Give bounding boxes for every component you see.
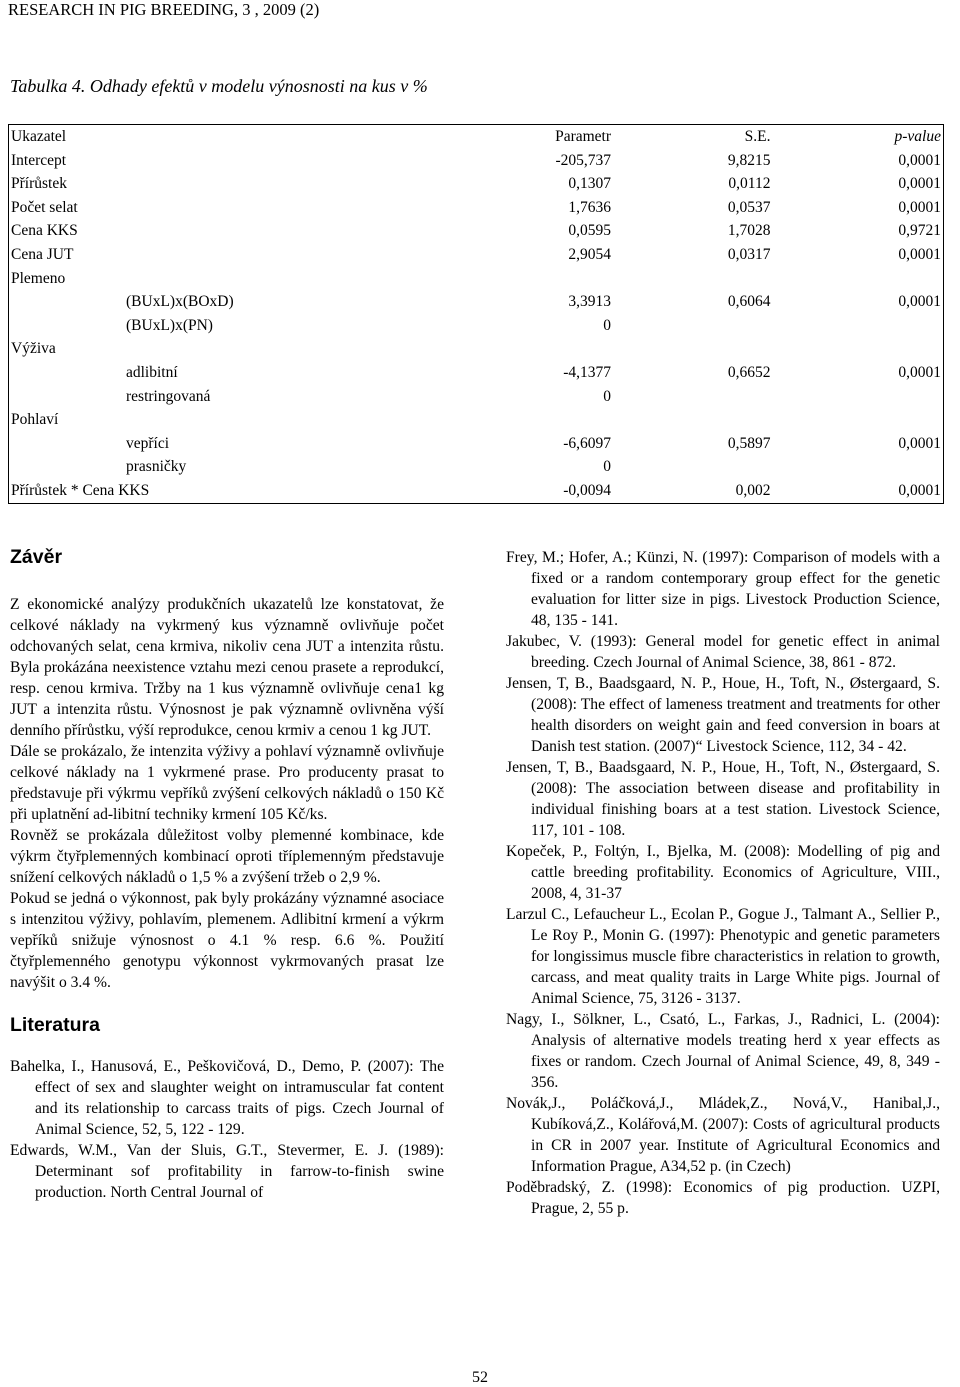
table-row xyxy=(9,172,944,196)
table-row xyxy=(9,243,944,267)
right-column xyxy=(506,547,940,1219)
row-label: restringovaná xyxy=(126,387,211,405)
row-parametr: 0,0595 xyxy=(568,222,612,240)
table-row xyxy=(9,337,944,361)
row-parametr: -4,1377 xyxy=(563,363,612,381)
row-pvalue: 0,0001 xyxy=(898,198,941,216)
row-label: Plemeno xyxy=(11,269,66,287)
row-parametr xyxy=(498,337,613,361)
table-row xyxy=(9,196,944,220)
row-label: adlibitní xyxy=(126,363,178,381)
row-pvalue xyxy=(772,408,943,432)
table-row xyxy=(9,149,944,173)
row-parametr: 0 xyxy=(603,458,612,476)
conclusion-paragraph: Rovněž se prokázala důležitost volby plemenné kombinace, kde výkrm čtyřplemenných kombinací oproti tříplemenným představuje snížení celkových nákladů o 1,5 % a zvýšení tržeb o 2,9 %. xyxy=(10,827,444,886)
table-row xyxy=(9,479,944,503)
row-parametr: 1,7636 xyxy=(568,198,612,216)
row-pvalue xyxy=(772,385,943,409)
row-parametr: 3,3913 xyxy=(568,293,612,311)
row-label: Cena KKS xyxy=(11,222,78,240)
row-label: Přírůstek * Cena KKS xyxy=(11,481,150,499)
row-se: 0,0112 xyxy=(728,175,771,193)
col-header-parametr: Parametr xyxy=(555,128,612,145)
row-label: (BUxL)x(PN) xyxy=(126,316,213,334)
row-parametr: 0 xyxy=(603,387,612,405)
row-pvalue: 0,9721 xyxy=(898,222,941,240)
row-parametr xyxy=(498,267,613,291)
reference-item: Larzul C., Lefaucheur L., Ecolan P., Gogue J., Talmant A., Sellier P., Le Roy P., Monin G. (1997): Phenotypic and genetic parameters for longissimus muscle fibre characteristics in relation to growth, carcass, and meat quality traits in Large White pigs. Journal of Animal Science, 75, 3126 - 3137. xyxy=(506,906,940,1007)
page-number: 52 xyxy=(472,1369,488,1386)
row-pvalue: 0,0001 xyxy=(898,245,941,263)
row-se: 0,5897 xyxy=(727,434,771,452)
reference-item: Kopeček, P., Foltýn, I., Bjelka, M. (2008): Modelling of pig and cattle breeding profitability. Economics of Agriculture, VIII., 2008, 4, 31-37 xyxy=(506,843,940,902)
row-pvalue: 0,0001 xyxy=(898,151,941,169)
reference-item: Jensen, T, B., Baadsgaard, N. P., Houe, H., Toft, N., Østergaard, S. (2008): The association between disease and profitability in individual finishing boars at a test station. Livestock Science, 117, 101 - 108. xyxy=(506,759,940,839)
row-se: 1,7028 xyxy=(727,222,771,240)
reference-item: Poděbradský, Z. (1998): Economics of pig production. UZPI, Prague, 2, 55 p. xyxy=(506,1179,940,1217)
col-header-ukazatel: Ukazatel xyxy=(11,128,67,145)
left-column xyxy=(10,546,444,1203)
row-pvalue xyxy=(772,267,943,291)
conclusion-paragraph: Dále se prokázalo, že intenzita výživy a pohlaví významně ovlivňuje celkové náklady na 1 vykrmené prase. Pro producenty prasat to představuje při výkrmu vepříků zvýšení celkových nákladů o 150 Kč při uplatnění ad-libitní techniky krmení 105 Kč/ks. xyxy=(10,743,444,823)
row-se xyxy=(613,267,772,291)
conclusion-paragraph: Z ekonomické analýzy produkčních ukazatelů lze konstatovat, že celkové náklady na vykrmený kus významně ovlivňuje počet odchovaných selat, cena krmiva, nikoliv cena JUT a intenzita růstu. Byla prokázána neexistence vztahu mezi cenou prasete a reprodukcí, resp. cenou krmiva. Tržby na 1 kus významně ovlivňuje cena1 kg JUT a intenzita růstu. Výnosnost je pak významně ovlivněna výší denního přírůstku, výší reprodukce, cenou krmiv a cenou 1 kg JUT. xyxy=(10,596,444,739)
col-header-se: S.E. xyxy=(744,128,771,145)
table-header-row xyxy=(9,125,944,149)
table-row xyxy=(9,408,944,432)
table-row xyxy=(9,267,944,291)
row-pvalue: 0,0001 xyxy=(898,293,941,311)
row-label: prasničky xyxy=(126,458,187,476)
row-se: 0,0537 xyxy=(727,198,771,216)
table-caption: Tabulka 4. Odhady efektů v modelu výnosnosti na kus v % xyxy=(10,76,428,96)
row-se: 9,8215 xyxy=(727,151,771,169)
row-label: Pohlaví xyxy=(11,411,59,429)
row-pvalue: 0,0001 xyxy=(898,175,941,193)
conclusion-heading: Závěr xyxy=(10,546,63,568)
row-parametr: -205,737 xyxy=(555,151,612,169)
row-pvalue: 0,0001 xyxy=(898,363,941,381)
reference-item: Bahelka, I., Hanusová, E., Peškovičová, D., Demo, P. (2007): The effect of sex and slaughter weight on intramuscular fat content and its relationship to carcass traits of pigs. Czech Journal of Animal Science, 52, 5, 122 - 129. xyxy=(10,1058,444,1138)
row-se: 0,6652 xyxy=(727,363,771,381)
row-label: Přírůstek xyxy=(11,175,67,193)
row-pvalue: 0,0001 xyxy=(898,434,941,452)
row-se: 0,0317 xyxy=(727,245,771,263)
table-row xyxy=(9,455,944,479)
row-se xyxy=(613,385,772,409)
row-parametr: 2,9054 xyxy=(568,245,612,263)
table-row xyxy=(9,290,944,314)
row-label: (BUxL)x(BOxD) xyxy=(126,293,234,311)
row-label: Cena JUT xyxy=(11,245,74,263)
table-row xyxy=(9,219,944,243)
table-row xyxy=(9,385,944,409)
row-parametr: -0,0094 xyxy=(563,481,612,499)
table-row xyxy=(9,432,944,456)
literature-heading: Literatura xyxy=(10,1014,100,1036)
row-parametr: -6,6097 xyxy=(563,434,612,452)
pvalue-header-text: p-value xyxy=(894,128,941,145)
table-row xyxy=(9,314,944,338)
row-pvalue xyxy=(772,314,943,338)
results-table xyxy=(8,124,944,504)
reference-item: Frey, M.; Hofer, A.; Künzi, N. (1997): Comparison of models with a fixed or a random contemporary group effect for the genetic evaluation for litter size in pigs. Livestock Production Science, 48, 135 - 141. xyxy=(506,549,940,629)
col-header-pvalue xyxy=(772,125,943,149)
reference-item: Jensen, T, B., Baadsgaard, N. P., Houe, H., Toft, N., Østergaard, S. (2008): The effect of lameness treatment and treatments for other health disorders on weight gain and feed conversion in boars at Danish test station. (2007)“ Livestock Science, 112, 34 - 42. xyxy=(506,675,940,755)
conclusion-paragraph: Pokud se jedná o výkonnost, pak byly prokázány významné asociace s intenzitou výživy, pohlavím, plemenem. Adlibitní krmení a výkrm vepříků snižuje výnosnost o 4.1 % resp. 6.6 %. Použití čtyřplemenného genotypu výkonnost vykrmovaných prasat lze navýšit o 3.4 %. xyxy=(10,890,444,991)
journal-header: RESEARCH IN PIG BREEDING, 3 , 2009 (2) xyxy=(8,0,320,19)
row-label: Počet selat xyxy=(11,198,78,216)
row-label: Intercept xyxy=(11,151,67,169)
row-se xyxy=(613,314,772,338)
table-row xyxy=(9,361,944,385)
row-se: 0,6064 xyxy=(727,293,771,311)
row-label: Výživa xyxy=(11,340,56,358)
row-parametr: 0,1307 xyxy=(568,175,612,193)
row-se xyxy=(613,408,772,432)
reference-item: Jakubec, V. (1993): General model for genetic effect in animal breeding. Czech Journal of Animal Science, 38, 861 - 872. xyxy=(506,633,940,671)
row-pvalue xyxy=(772,455,943,479)
row-parametr: 0 xyxy=(603,316,612,334)
row-parametr xyxy=(498,408,613,432)
row-pvalue: 0,0001 xyxy=(898,481,941,499)
reference-item: Novák,J., Poláčková,J., Mládek,Z., Nová,V., Hanibal,J., Kubíková,Z., Kolářová,M. (2007): Costs of agricultural products in CR in 2007 year. Institute of Agricultural Economics and Information Prague, A34,52 p. (in Czech) xyxy=(506,1095,940,1175)
row-se xyxy=(613,455,772,479)
row-pvalue xyxy=(772,337,943,361)
row-label: vepříci xyxy=(126,434,170,452)
reference-item: Nagy, I., Sölkner, L., Csató, L., Farkas, J., Radnici, L. (2004): Analysis of alternative models treating herd x year effects as fixes or random. Czech Journal of Animal Science, 49, 8, 349 - 356. xyxy=(506,1011,940,1091)
row-se: 0,002 xyxy=(735,481,771,499)
reference-item: Edwards, W.M., Van der Sluis, G.T., Stevermer, E. J. (1989): Determinant sof profitability in farrow-to-finish swine production. North Central Journal of xyxy=(10,1142,444,1201)
row-se xyxy=(613,337,772,361)
